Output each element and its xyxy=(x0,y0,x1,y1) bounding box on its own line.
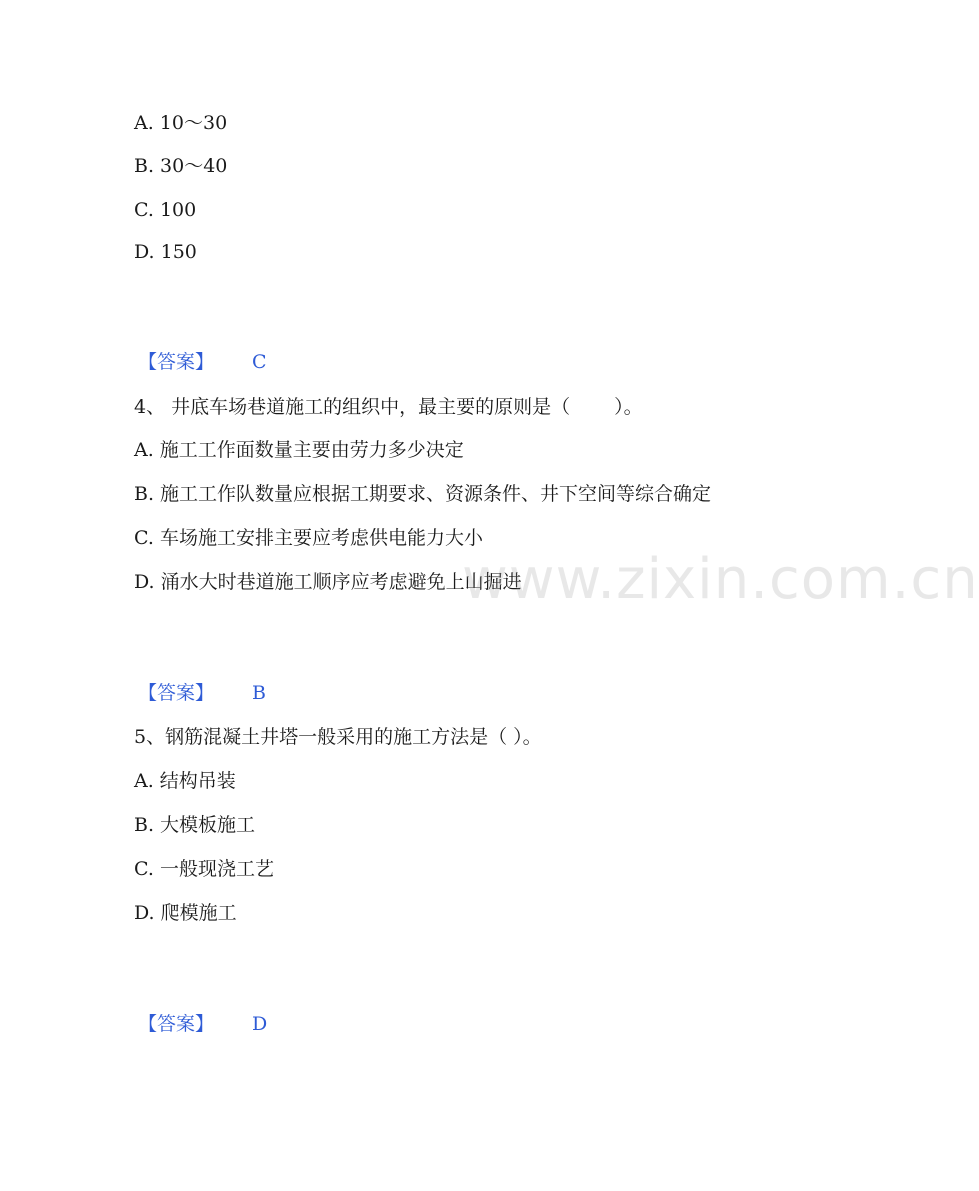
answer-label: 【答案】 xyxy=(138,682,215,704)
q3-option-b: B. 30～40 xyxy=(134,155,228,177)
q3-option-c: C. 100 xyxy=(134,199,197,221)
q5-stem: 5、钢筋混凝土井塔一般采用的施工方法是（ ）。 xyxy=(134,726,542,748)
q5-answer xyxy=(138,1012,267,1036)
q5-option-d: D. 爬模施工 xyxy=(134,902,237,924)
q4-option-d: D. 涌水大时巷道施工顺序应考虑避免上山掘进 xyxy=(134,571,522,593)
q4-stem: 4、 井底车场巷道施工的组织中，最主要的原则是（ ）。 xyxy=(134,396,643,418)
watermark: www.zixin.com.cn xyxy=(462,547,979,612)
q4-option-b: B. 施工工作队数量应根据工期要求、资源条件、井下空间等综合确定 xyxy=(134,483,712,505)
q4-option-a: A. 施工工作面数量主要由劳力多少决定 xyxy=(134,439,464,461)
q5-option-c: C. 一般现浇工艺 xyxy=(134,858,274,880)
answer-label: 【答案】 xyxy=(138,351,215,373)
q5-option-b: B. 大模板施工 xyxy=(134,814,256,836)
q5-option-a: A. 结构吊装 xyxy=(134,770,236,792)
q4-option-c: C. 车场施工安排主要应考虑供电能力大小 xyxy=(134,527,483,549)
answer-value: C xyxy=(252,351,267,373)
answer-value: B xyxy=(252,682,266,704)
answer-value: D xyxy=(252,1013,268,1035)
q3-answer xyxy=(138,350,267,374)
q3-option-d: D. 150 xyxy=(134,241,197,263)
q3-option-a: A. 10～30 xyxy=(134,112,228,134)
answer-label: 【答案】 xyxy=(138,1013,215,1035)
q4-answer xyxy=(138,681,266,705)
